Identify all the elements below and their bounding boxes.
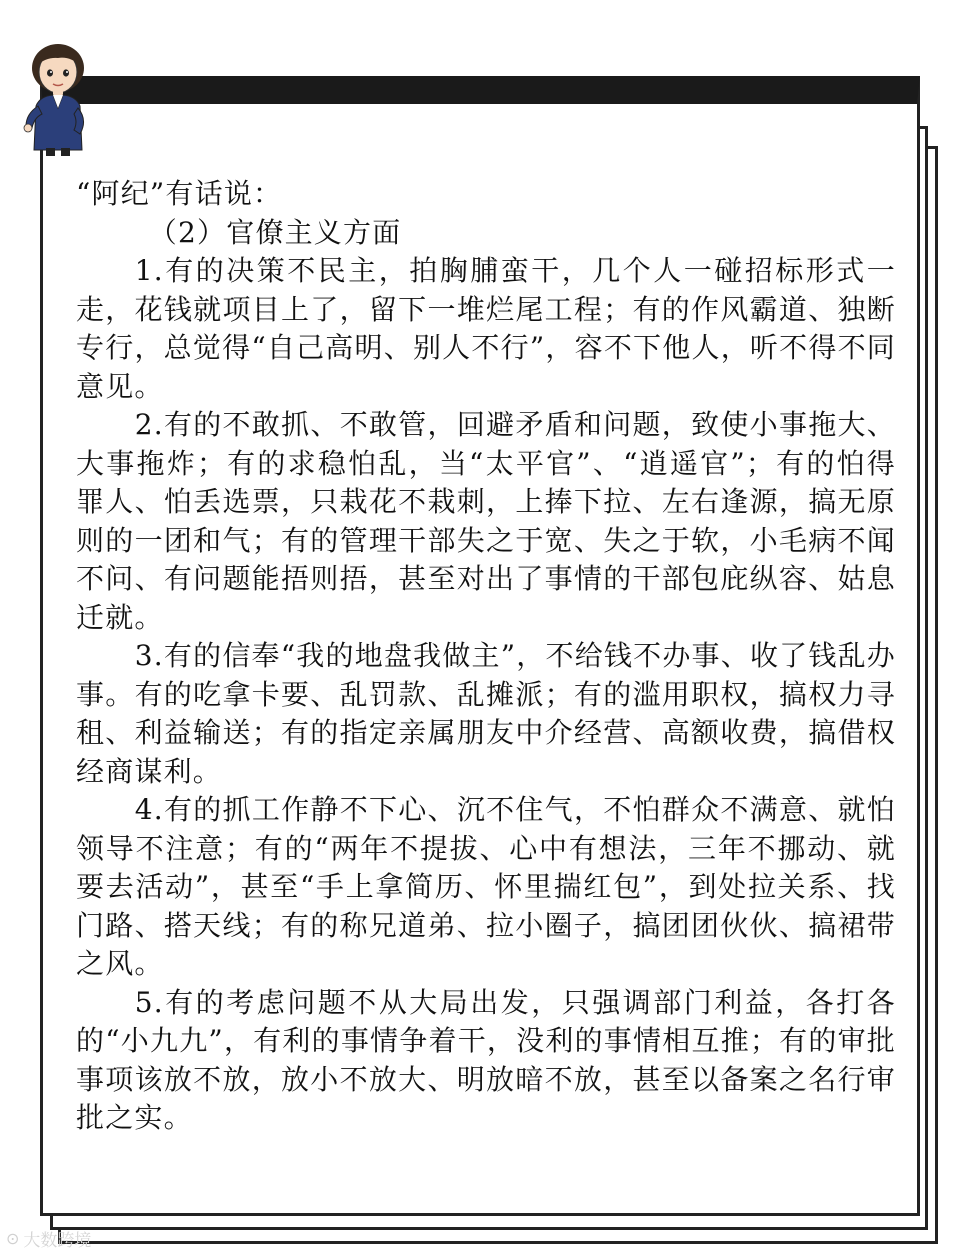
watermark-logo-icon: ⊙ xyxy=(6,1229,20,1248)
article-body xyxy=(76,175,896,1138)
paragraph-3: 3.有的信奉“我的地盘我做主”，不给钱不办事、收了钱乱办事。有的吃拿卡要、乱罚款、乱摊派；有的滥用职权，搞权力寻租、利益输送；有的指定亲属朋友中介经营、高额收费，搞借权经商谋利。 xyxy=(76,639,896,788)
watermark xyxy=(6,1226,91,1251)
paragraph-5: 5.有的考虑问题不从大局出发，只强调部门利益，各打各的“小九九”，有利的事情争着干，没利的事情相互推；有的审批事项该放不放，放小不放大、明放暗不放，甚至以备案之名行审批之实。 xyxy=(76,985,896,1134)
section-title: （2）官僚主义方面 xyxy=(148,215,402,249)
paragraph-1: 1.有的决策不民主，拍胸脯蛮干，几个人一碰招标形式一走，花钱就项目上了，留下一堆烂尾工程；有的作风霸道、独断专行，总觉得“自己高明、别人不行”，容不下他人，听不得不同意见。 xyxy=(76,254,896,403)
paragraph-4: 4.有的抓工作静不下心、沉不住气，不怕群众不满意、就怕领导不注意；有的“两年不提拔、心中有想法，三年不挪动、就要去活动”，甚至“手上拿简历、怀里揣红包”，到处拉关系、找门路、搭天线；有的称兄道弟、拉小圈子，搞团团伙伙、搞裙带之风。 xyxy=(76,793,896,980)
speaker-heading: “阿纪”有话说： xyxy=(76,177,283,210)
mascot-avatar xyxy=(8,38,108,158)
paragraph-2: 2.有的不敢抓、不敢管，回避矛盾和问题，致使小事拖大、大事拖炸；有的求稳怕乱，当“太平官”、“逍遥官”；有的怕得罪人、怕丢选票，只栽花不栽刺，上捧下拉、左右逢源，搞无原则的一团和气；有的管理干部失之于宽、失之于软，小毛病不闻不问、有问题能捂则捂，甚至对出了事情的干部包庇纵容、姑息迁就。 xyxy=(76,408,896,634)
watermark-text: 大数跨境 xyxy=(23,1231,92,1251)
